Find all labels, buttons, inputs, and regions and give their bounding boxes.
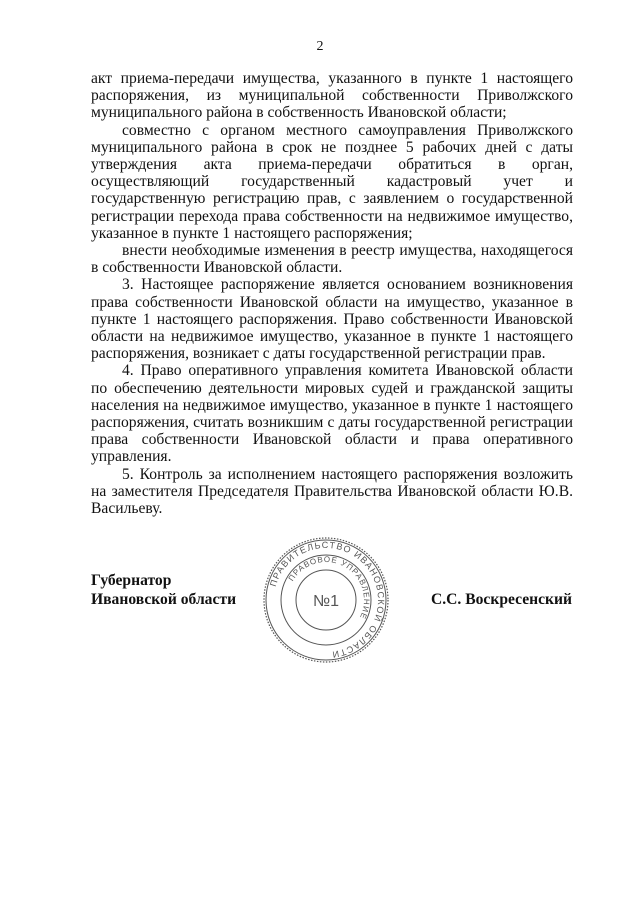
paragraph-item-5: 5. Контроль за исполнением настоящего распоряжения возложить на заместителя Председателя Правительства Ивановской области Ю.В. Васильеву. [91, 465, 573, 518]
page-number: 2 [316, 39, 324, 54]
paragraph-item-3: 3. Настоящее распоряжение является основанием возникновения права собственности Ивановской области на имущество, указанное в пункте 1 настоящего распоряжения. Право собственности Ивановской области на недвижимое имущество, указанное в пункте 1 настоящего распоряжения, возникает с даты государственной регистрации прав. [91, 276, 573, 363]
signatory-title [91, 571, 236, 609]
signatory-name: С.С. Воскресенский [431, 591, 572, 608]
official-seal-stamp [262, 536, 390, 664]
signatory-title-line1: Губернатор [91, 572, 172, 589]
paragraph-item-4: 4. Право оперативного управления комитета Ивановской области по обеспечению деятельности мировых судей и гражданской защиты населения на недвижимое имущество, указанное в пункте 1 настоящего распоряжения, считать возникшим с даты государственной регистрации права собственности Ивановской области и права оперативного управления. [91, 362, 573, 466]
signatory-title-line2: Ивановской области [91, 591, 237, 608]
seal-outer-text: ПРАВИТЕЛЬСТВО ИВАНОВСКОЙ ОБЛАСТИ [267, 539, 387, 660]
seal-inner-text: ПРАВОВОЕ УПРАВЛЕНИЕ [286, 554, 372, 621]
paragraph-registration: совместно с органом местного самоуправления Приволжского муниципального района в срок не позднее 5 рабочих дней с даты утверждения акта приема-передачи обратиться в орган, осуществляющий государственный кадастровый учет и государственную регистрацию прав, с заявлением о государственной регистрации перехода права собственности на недвижимое имущество, указанное в пункте 1 настоящего распоряжения; [91, 121, 573, 242]
svg-text:ПРАВОВОЕ УПРАВЛЕНИЕ [287, 555, 371, 621]
seal-number: №1 [312, 593, 340, 610]
paragraph-act-transfer: акт приема-передачи имущества, указанного в пункте 1 настоящего распоряжения, из муниципальной собственности Приволжского муниципального района в собственность Ивановской области; [91, 70, 573, 122]
paragraph-registry-changes: внести необходимые изменения в реестр имущества, находящегося в собственности Ивановской области. [91, 242, 573, 277]
document-body [91, 70, 573, 517]
